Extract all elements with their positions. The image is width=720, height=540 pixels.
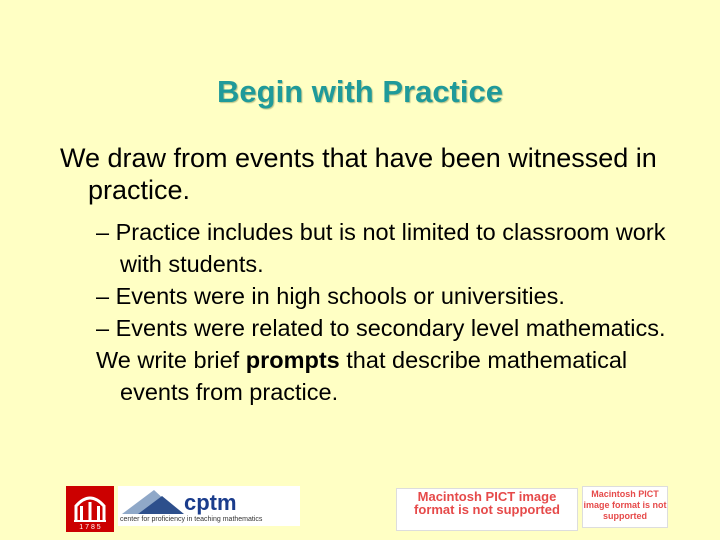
pict-placeholder-large: Macintosh PICT image format is not supported — [396, 488, 578, 531]
uga-arch-icon — [66, 486, 114, 532]
uga-year: 1 7 8 5 — [79, 524, 101, 531]
footer-logos — [0, 484, 720, 534]
bullet-practice-includes: – Practice includes but is not limited to classroom work with students. — [96, 219, 666, 277]
bullet-secondary-level: – Events were related to secondary level mathematics. — [96, 315, 666, 341]
prompts-keyword: prompts — [245, 347, 340, 373]
prompts-text-before: We write brief — [96, 347, 246, 373]
cptm-logo — [118, 486, 300, 526]
uga-arch-logo — [66, 486, 114, 532]
pict-placeholder-small: Macintosh PICT image format is not supported — [582, 486, 668, 528]
cptm-tagline: center for proficiency in teaching mathematics — [120, 516, 263, 523]
prompts-text-after: that describe mathematical events from practice. — [120, 347, 628, 405]
slide-title: Begin with Practice — [217, 74, 503, 109]
paragraph-draw-events: We draw from events that have been witnessed in practice. — [60, 143, 657, 205]
paragraph-write-prompts — [96, 344, 700, 408]
cptm-name: cptm — [184, 490, 237, 515]
slide-body — [60, 142, 700, 408]
bullet-high-schools: – Events were in high schools or universities. — [96, 283, 565, 309]
cptm-mountain-icon — [118, 486, 184, 516]
